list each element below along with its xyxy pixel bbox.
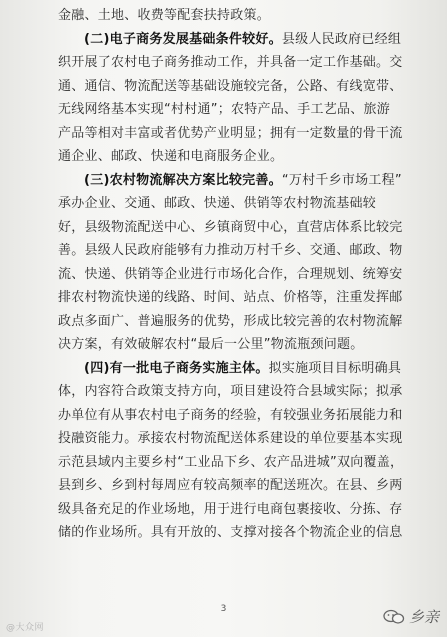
body-text: 流、快递、供销等企业进行市场化合作，合理规划、统筹安 (58, 266, 403, 282)
body-text: 储的作业场所。具有开放的、支撑对接各个物流企业的信息 (58, 525, 403, 540)
text-line (58, 427, 424, 451)
text-line (58, 474, 424, 498)
text-line (58, 310, 424, 334)
section-heading: (四)有一批电子商务实施主体。 (84, 360, 269, 376)
text-line (58, 28, 424, 52)
body-text: 善。县级人民政府能够有力推动万村千乡、交通、邮政、物 (58, 243, 403, 258)
text-line (58, 75, 424, 99)
body-text: 好，县级物流配送中心、乡镇商贸中心，直营店体系比较完 (58, 219, 403, 235)
body-text: 金融、土地、收费等配套扶持政策。 (58, 8, 271, 23)
paragraph (58, 357, 424, 545)
watermark-right (383, 606, 439, 627)
text-line (58, 169, 424, 193)
body-text: “万村千乡市场工程” (281, 172, 402, 188)
section-heading: (二)电子商务发展基础条件较好。 (84, 31, 282, 47)
body-text: 示范县域内主要乡村“工业品下乡、农产品进城”双向覆盖， (58, 454, 404, 470)
text-line (58, 380, 424, 404)
body-text: 办单位有从事农村电子商务的经验，有较强业务拓展能力和 (58, 407, 403, 423)
body-text: 级具备充足的作业场地，用于进行电商包裹接收、分拣、存 (58, 501, 403, 517)
text-line (58, 404, 424, 428)
body-text: 通企业、邮政、快递和电商服务企业。 (58, 149, 284, 164)
page-number: 3 (220, 604, 227, 614)
paragraph (58, 169, 424, 357)
text-line (58, 286, 424, 310)
text-line (58, 357, 424, 381)
text-line (58, 98, 424, 122)
paragraph (58, 4, 424, 28)
text-line (58, 521, 424, 545)
body-text: 织开展了农村电子商务推动工作，并具备一定工作基础。交 (58, 55, 403, 70)
body-text: 通、通信、物流配送等基础设施较完备，公路、有线宽带、 (58, 78, 403, 94)
body-text: 排农村物流快递的线路、时间、站点、价格等，注重发挥邮 (58, 290, 403, 305)
text-line (58, 263, 424, 287)
body-text: 决方案，有效破解农村“最后一公里”物流瓶颈问题。 (58, 337, 364, 352)
body-text: 县到乡、乡到村每周应有较高频率的配送班次。在县、乡两 (58, 478, 403, 493)
body-text: 承办企业、交通、邮政、快递、供销等农村物流基础较 (58, 196, 377, 211)
body-text: 产品等相对丰富或者优势产业明显；拥有一定数量的骨干流 (58, 125, 403, 141)
wechat-icon (383, 609, 405, 625)
text-line (58, 145, 424, 169)
body-text: 无线网络基本实现“村村通”；农特产品、手工艺品、旅游 (58, 102, 390, 117)
text-line (58, 498, 424, 522)
text-line (58, 192, 424, 216)
body-text: 拟实施项目目标明确具 (268, 360, 402, 376)
paragraph (58, 28, 424, 169)
text-line (58, 239, 424, 263)
text-line (58, 4, 424, 28)
body-text: 县级人民政府已经组 (281, 31, 402, 47)
text-line (58, 333, 424, 357)
body-text: 投融资能力。承接农村物流配送体系建设的单位要基本实现 (58, 431, 403, 446)
text-line (58, 122, 424, 146)
watermark-right-text: 乡亲 (408, 608, 439, 626)
text-line (58, 51, 424, 75)
body-text: 政点多面广、普遍服务的优势，形成比较完善的农村物流解 (58, 313, 403, 329)
section-heading: (三)农村物流解决方案比较完善。 (84, 172, 282, 188)
watermark-left: @大众网 (6, 623, 45, 633)
body-text: 体，内容符合政策支持方向，项目建设符合县域实际；拟承 (58, 384, 403, 399)
text-line (58, 451, 424, 475)
document-body (58, 4, 424, 545)
text-line (58, 216, 424, 240)
